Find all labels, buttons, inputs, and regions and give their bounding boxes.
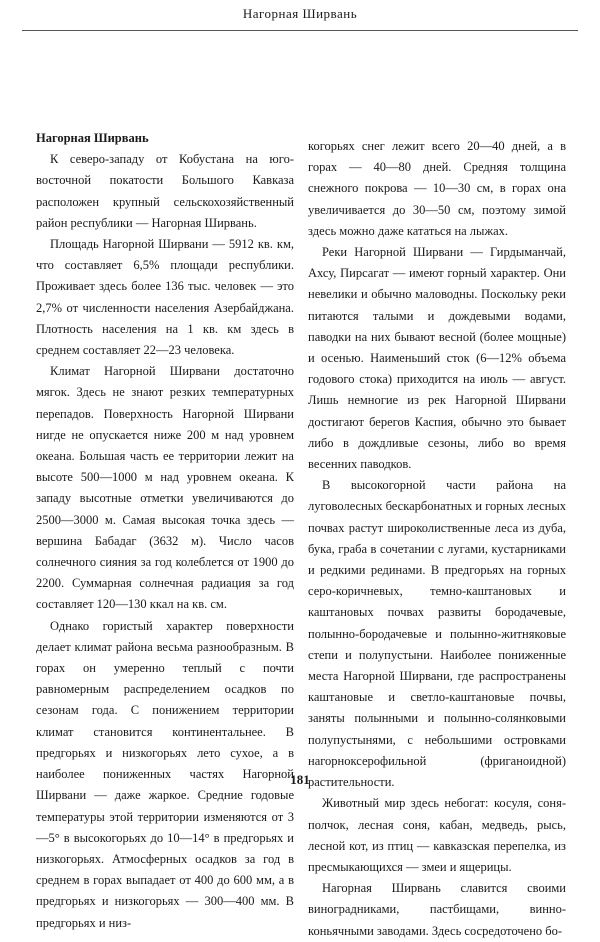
left-column bbox=[36, 128, 294, 934]
paragraph: В высокогорной части района на луговолесных бескарбонатных и горных лесных почвах растут широколиственные леса из дуба, бука, граба в сочетании с лугами, кустарниками и редкими рединами. В предгорьях на горных серо-коричневых, темно-каштановых и каштановых почвах развиты бородачевые, полынно-бородачевые и полынно-житняковые степи и полупустыни. Наиболее пониженные места Нагорной Ширвани, где распространены каштановые и светло-каштановые почвы, заняты полынными и полынно-солянковыми полупустынями, с небольшими островками нагорноксерофильной (фриганоидной) растительности. bbox=[308, 478, 566, 790]
running-header: Нагорная Ширвань bbox=[242, 6, 358, 21]
paragraph: Площадь Нагорной Ширвани — 5912 кв. км, что составляет 6,5% площади республики. Проживает здесь более 136 тыс. человек — это 2,7% от численности населения Азербайджана. Плотность населения на 1 кв. км здесь в среднем составляет 22—23 человека. bbox=[36, 237, 294, 358]
paragraph: Однако гористый характер поверхности делает климат района весьма разнообразным. В горах он умеренно теплый с почти равномерным распределением осадков по сезонам года. С понижением территории климат становится континентальнее. В предгорьях и низкогорьях лето сухое, а в наиболее пониженных частях Нагорной Ширвани — даже жаркое. Средние годовые температуры этой территории изменяются от 3—5° в высокогорьях до 10—14° в предгорьях и низкогорьях. Атмосферных осадков за год в среднем в горах выпадает от 400 до 600 мм, а в предгорьях и низкогорьях — 300—400 мм. В предгорьях и низ- bbox=[36, 618, 294, 930]
paragraph: Животный мир здесь небогат: косуля, соня-полчок, лесная соня, кабан, медведь, рысь, лесной кот, из птиц — кавказская перепелка, из пресмыкающихся — змеи и ящерицы. bbox=[308, 796, 566, 874]
header-rule bbox=[22, 30, 578, 31]
paragraph: Реки Нагорной Ширвани — Гирдыманчай, Ахсу, Пирсагат — имеют горный характер. Они невелики и обычно маловодны. Поскольку реки питаются талыми и дождевыми водами, паводки на них бывают весной (более мощные) и осенью. Наименьший сток (6—12% объема годового стока) приходится на июль — август. Лишь немногие из рек Нагорной Ширвани достигают берегов Каспия, обычно это бывает либо в дождливые сезоны, либо во время весенних паводков. bbox=[308, 245, 566, 472]
page-number: 181 bbox=[290, 772, 310, 787]
paragraph: К северо-западу от Кобустана на юго-восточной покатости Большого Кавказа расположен крупный сельскохозяйственный район республики — Нагорная Ширвань. bbox=[36, 152, 294, 230]
paragraph-continuation: когорьях снег лежит всего 20—40 дней, а в горах — 40—80 дней. Средняя толщина снежного покрова — 10—30 см, в горах она увеличивается до 30—50 см, поэтому зимой здесь можно даже кататься на лыжах. bbox=[308, 139, 566, 238]
right-column bbox=[308, 136, 566, 942]
paragraph: Климат Нагорной Ширвани достаточно мягок. Здесь не знают резких температурных перепадов. Поверхность Нагорной Ширвани нигде не опускается ниже 200 м над уровнем океана. Большая часть ее территории лежит на высоте 500—1000 м над уровнем океана. К западу высотные отметки увеличиваются до 2500—3000 м. Самая высокая точка здесь — вершина Бабадаг (3632 м). Число часов солнечного сияния за год колеблется от 1900 до 2200. Суммарная солнечная радиация за год составляет 120—130 ккал на кв. см. bbox=[36, 364, 294, 612]
paragraph: Нагорная Ширвань славится своими виноградниками, пастбищами, винно-коньячными заводами. Здесь сосредоточено бо- bbox=[308, 881, 566, 938]
section-title: Нагорная Ширвань bbox=[36, 131, 149, 145]
